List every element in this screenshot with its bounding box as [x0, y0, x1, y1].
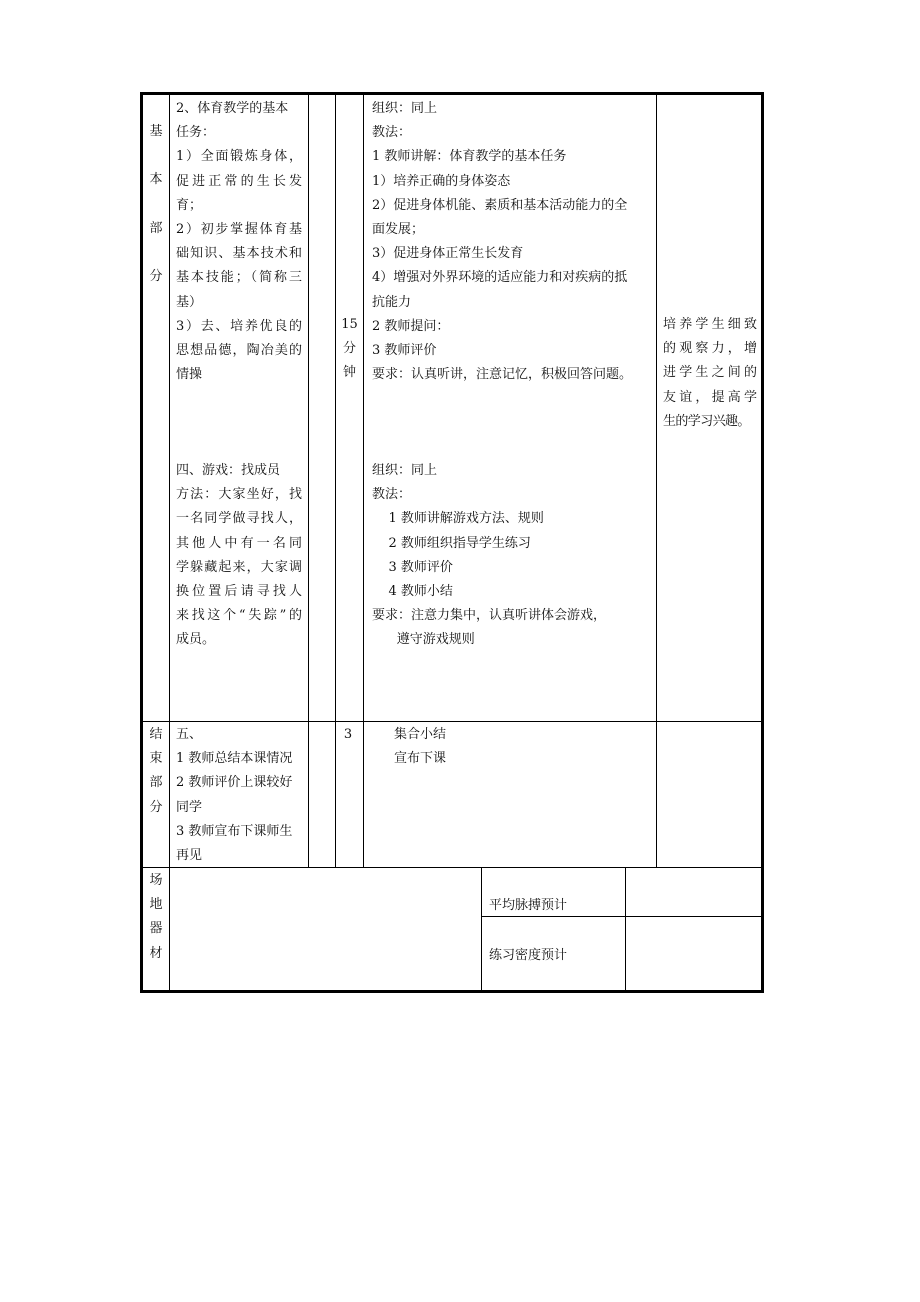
venue-equipment-label: 场 地 器 材: [149, 873, 163, 961]
end-method: 集合小结 宣布下课: [394, 727, 447, 767]
grid-line: [481, 868, 482, 990]
end-content: 五、 1 教师总结本课情况 2 教师评价上课较好 同学 3 教师宣布下课师生 再见: [176, 727, 293, 863]
grid-line: [308, 95, 309, 868]
grid-line: [143, 721, 761, 722]
basic-method-game: 组织：同上 教法： 1 教师讲解游戏方法、规则 2 教师组织指导学生练习 3 教师评价 4 教师小结 要求：注意力集中，认真听讲体会游戏， 遵守游戏规则: [372, 463, 607, 648]
basic-section-label: 基 本 部 分: [149, 124, 163, 285]
grid-line: [169, 95, 170, 868]
grid-line: [625, 868, 626, 990]
basic-method-tasks: 组织：同上 教法： 1 教师讲解：体育教学的基本任务 1）培养正确的身体姿态 2）促进身体机能、素质和基本活动能力的全 面发展； 3）促进身体正常生长发育 4）增强对外界环境的适应能力和对疾病的抵 抗能力 2 教师提问： 3 教师评价 要求：认真听讲，注意记忆，积极回答问题。: [372, 101, 633, 383]
grid-line: [363, 95, 364, 868]
pulse-forecast-label: 平均脉搏预计: [489, 898, 568, 913]
grid-line: [169, 868, 170, 990]
basic-content-game: 四、游戏：找成员 方法：大家坐好，找 一名同学做寻找人， 其他人中有一名同 学躲藏起来，大家调 换位置后请寻找人 来找这个“失踪”的 成员。: [176, 463, 302, 648]
basic-time: 15 分 钟: [341, 317, 358, 381]
grid-line: [656, 95, 657, 868]
end-section-label: 结 束 部 分: [149, 727, 163, 815]
end-time: 3: [343, 727, 353, 742]
basic-content-tasks: 2、体育教学的基本 任务： 1）全面锻炼身体， 促进正常的生长发 育； 2）初步掌握体育基 础知识、基本技术和 基本技能；（简称三 基） 3）去、培养优良的 思想品德，陶冶美的 情操: [176, 101, 302, 383]
basic-goal: 培养学生细致 的观察力，增 进学生之间的 友谊，提高学 生的学习兴趣。: [663, 317, 757, 429]
grid-line: [335, 95, 336, 868]
density-forecast-label: 练习密度预计: [489, 948, 568, 963]
